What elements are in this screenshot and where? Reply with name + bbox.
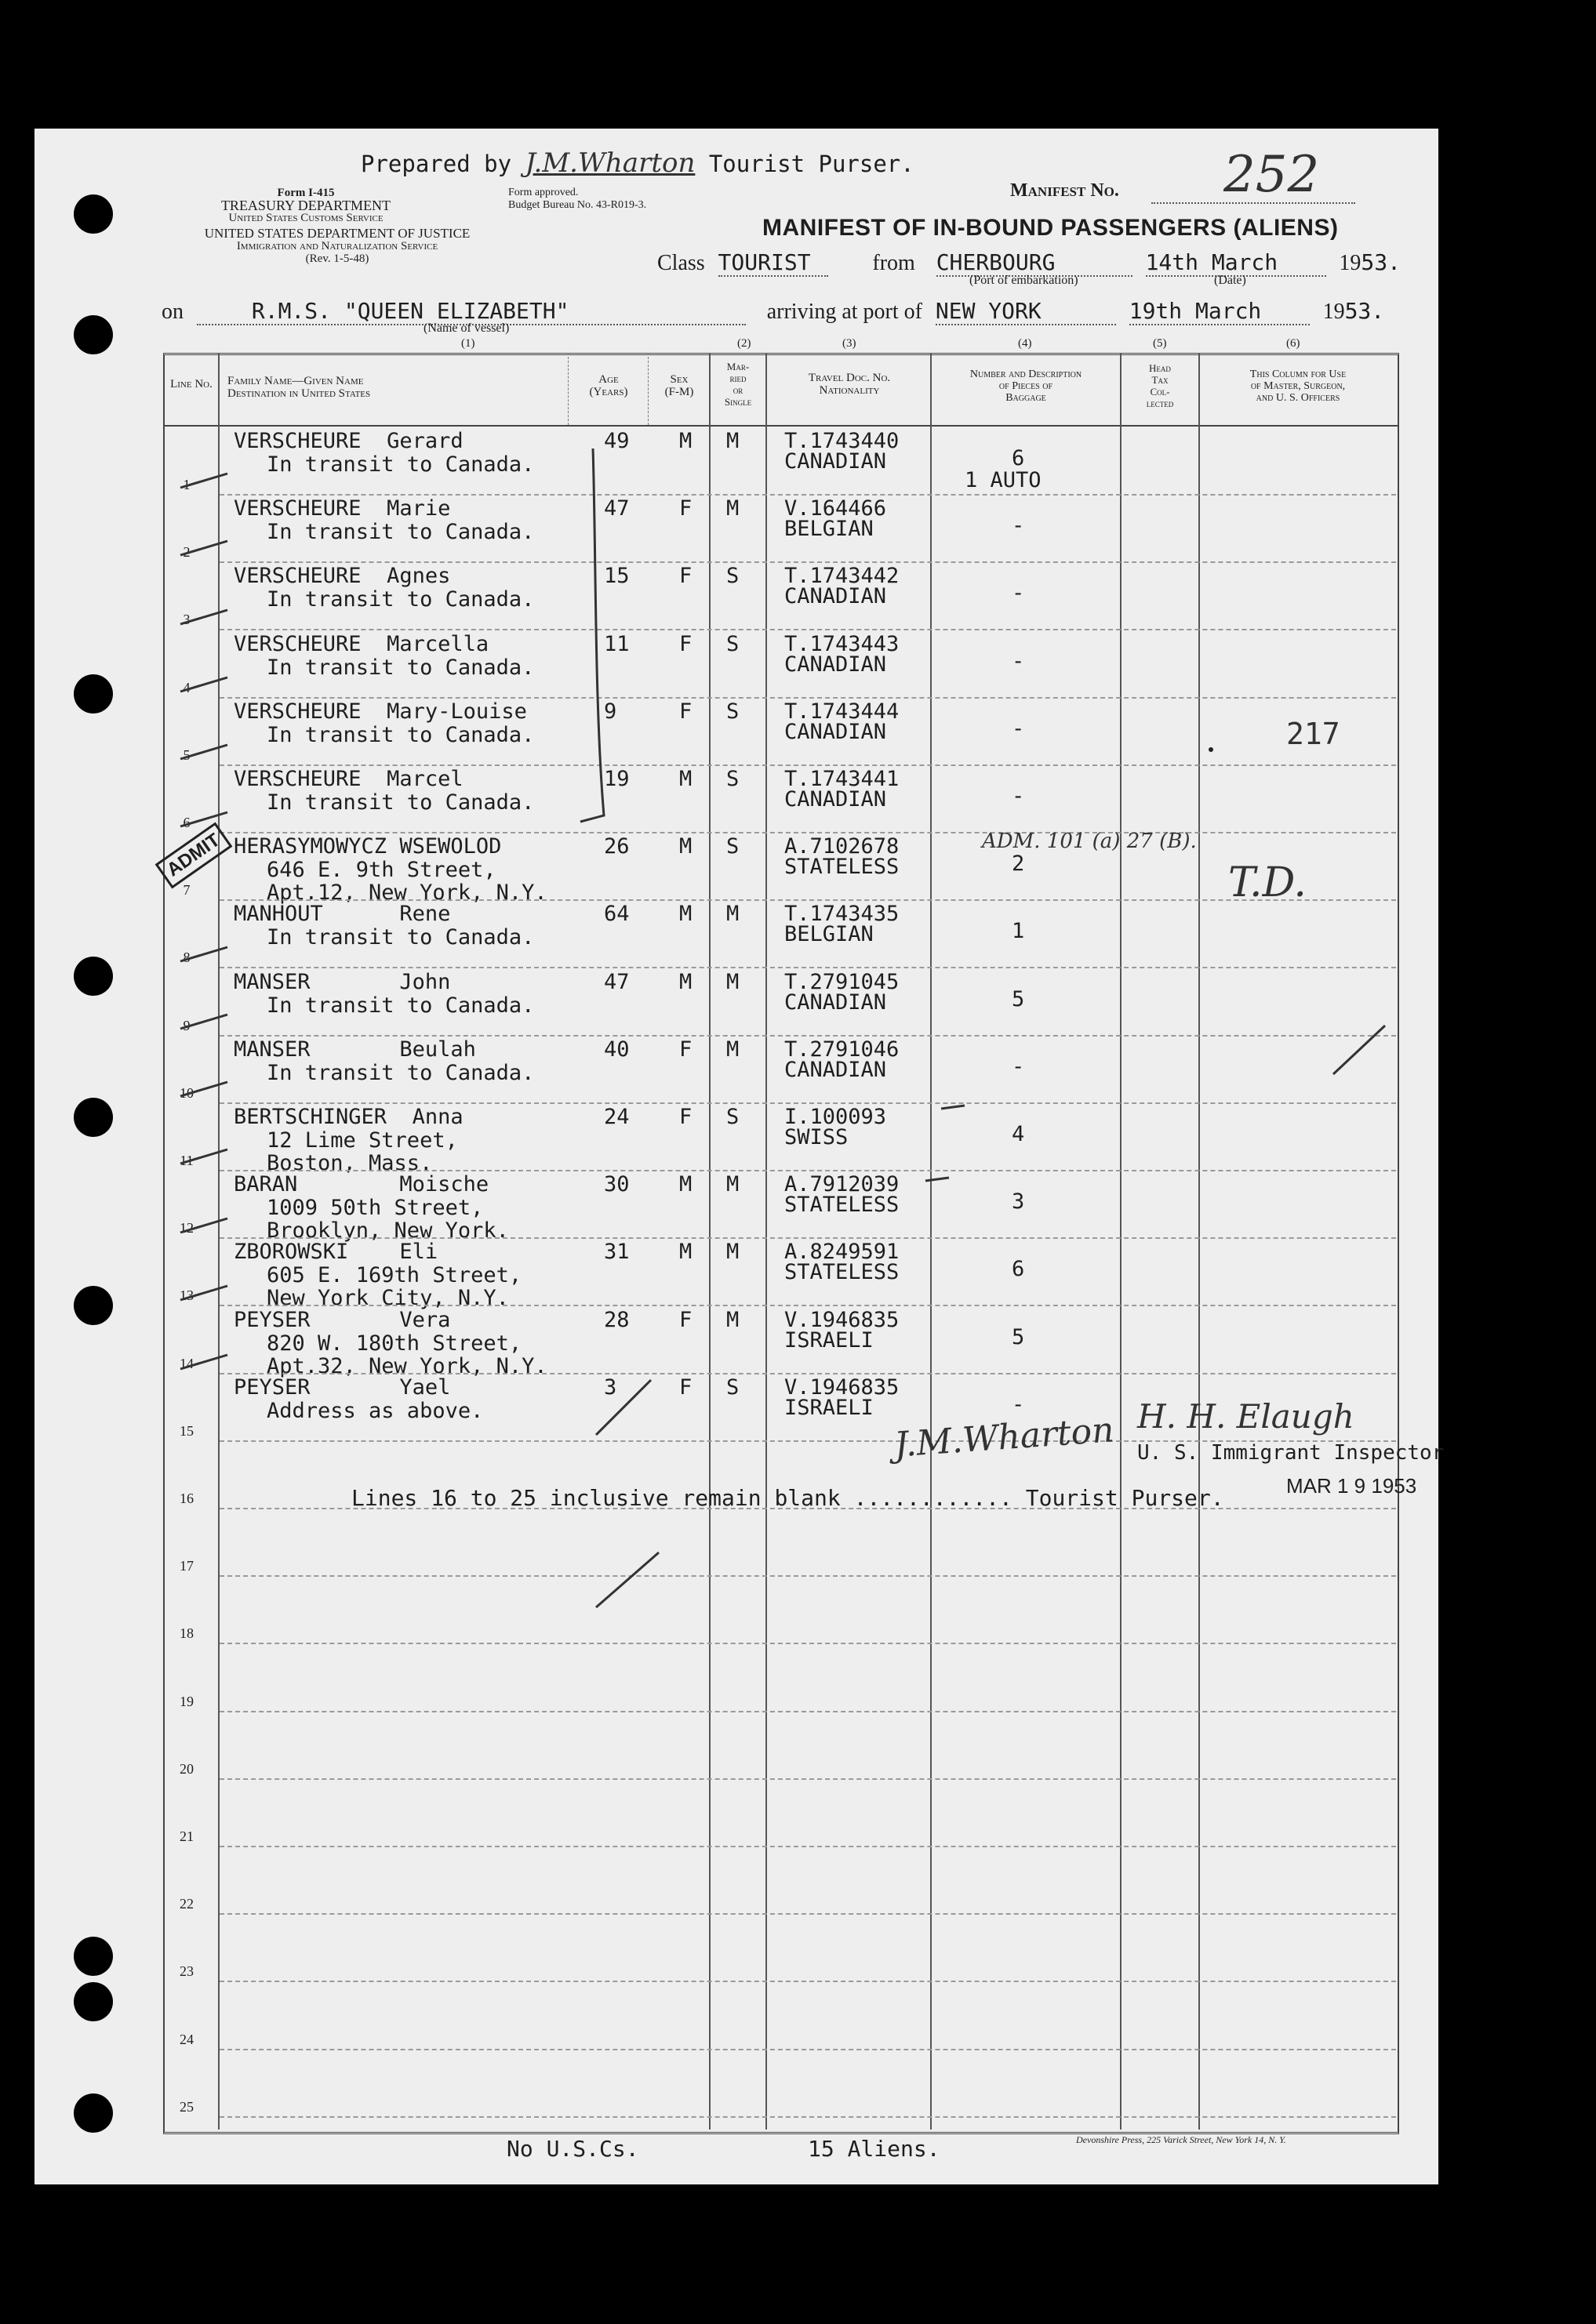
- passenger-age: 11: [604, 631, 630, 656]
- passenger-sex: F: [679, 631, 693, 656]
- passenger-name: VERSCHEURE Marcella: [234, 631, 489, 656]
- passenger-age: 49: [604, 429, 630, 453]
- year-prefix: 19: [1322, 300, 1345, 324]
- passenger-name: VERSCHEURE Marcel: [234, 767, 464, 791]
- revision: (Rev. 1-5-48): [305, 252, 369, 265]
- col-header-baggage: Number and Description of Pieces of Baggage: [969, 369, 1082, 404]
- admit-stamp: ADMIT: [155, 822, 233, 888]
- vessel-name: R.M.S. "QUEEN ELIZABETH": [197, 298, 746, 325]
- passenger-sex: F: [679, 1105, 693, 1129]
- marital-status: M: [726, 902, 740, 927]
- passenger-name: VERSCHEURE Gerard: [234, 429, 464, 453]
- col-num: (3): [842, 337, 856, 350]
- passenger-destination: In transit to Canada.: [267, 993, 535, 1018]
- passenger-destination: 605 E. 169th Street, New York City, N.Y.: [267, 1263, 522, 1311]
- travel-doc-number: T.1743444: [784, 699, 900, 724]
- passenger-sex: F: [679, 1374, 693, 1400]
- passenger-sex: M: [679, 834, 693, 859]
- passenger-destination: 1009 50th Street, Brooklyn, New York.: [267, 1196, 509, 1244]
- line-number: 13: [180, 1287, 194, 1304]
- travel-doc-number: V.1946835: [784, 1374, 900, 1400]
- passenger-name: VERSCHEURE Mary-Louise: [234, 699, 527, 724]
- passenger-name: MANHOUT Rene: [234, 902, 451, 927]
- passenger-destination: 646 E. 9th Street, Apt.12, New York, N.Y.: [267, 858, 547, 906]
- manifest-title: MANIFEST OF IN-BOUND PASSENGERS (ALIENS): [762, 215, 1339, 241]
- col-header-line-no: Line No.: [170, 378, 213, 390]
- line-number: 19: [180, 1693, 194, 1709]
- marital-status: S: [726, 631, 740, 656]
- line-number: 4: [183, 679, 191, 695]
- passenger-destination: In transit to Canada.: [267, 790, 535, 815]
- nationality: CANADIAN: [784, 787, 887, 812]
- line-number: 18: [180, 1625, 194, 1642]
- tick-mark: [596, 1552, 659, 1607]
- travel-doc-number: V.164466: [784, 496, 887, 521]
- col-num: (4): [1018, 337, 1032, 350]
- purser-signature: J.M.Wharton: [525, 147, 696, 179]
- inspector-date-stamp: MAR 1 9 1953: [1286, 1474, 1417, 1498]
- passenger-sex: M: [679, 429, 693, 453]
- line-number: 3: [183, 612, 191, 628]
- passenger-sex: M: [679, 1240, 693, 1265]
- passenger-age: 19: [604, 767, 630, 791]
- line-number: 22: [180, 1896, 194, 1912]
- line-number: 2: [183, 544, 191, 561]
- travel-doc-number: T.1743435: [784, 902, 900, 927]
- marital-status: M: [726, 1307, 740, 1332]
- passenger-age: 47: [604, 969, 630, 994]
- arrival-date: 19th March: [1129, 298, 1310, 325]
- passenger-sex: F: [679, 496, 693, 521]
- footer-aliens: 15 Aliens.: [808, 2136, 940, 2162]
- passenger-destination: In transit to Canada.: [267, 520, 535, 545]
- baggage-count: 6: [1012, 1257, 1025, 1282]
- marital-status: M: [726, 496, 740, 521]
- nationality: CANADIAN: [784, 449, 887, 474]
- travel-doc-number: I.100093: [784, 1105, 887, 1129]
- passenger-age: 26: [604, 834, 630, 859]
- departure-year: 53.: [1361, 249, 1401, 275]
- nationality: STATELESS: [784, 1260, 900, 1285]
- nationality: STATELESS: [784, 1193, 900, 1218]
- baggage-count: -: [1012, 784, 1025, 808]
- passenger-name: BARAN Moische: [234, 1172, 489, 1197]
- passenger-destination: In transit to Canada.: [267, 1060, 535, 1085]
- line-number: 23: [180, 1963, 194, 1980]
- passenger-sex: F: [679, 699, 693, 724]
- marital-status: S: [726, 699, 740, 724]
- line-number: 14: [180, 1355, 194, 1371]
- travel-doc-number: T.1743442: [784, 564, 900, 589]
- passenger-name: MANSER John: [234, 969, 451, 994]
- footer-usc: No U.S.Cs.: [507, 2136, 639, 2162]
- treasury-dept: TREASURY DEPARTMENT: [220, 198, 391, 213]
- baggage-count: -: [1012, 1392, 1025, 1417]
- travel-doc-number: T.1743441: [784, 767, 900, 791]
- ins-service: Immigration and Naturalization Service: [236, 240, 438, 252]
- passenger-destination: In transit to Canada.: [267, 722, 535, 747]
- passenger-destination: 820 W. 180th Street, Apt.32, New York, N.Y.: [267, 1331, 547, 1378]
- manifest-no-label: Manifest No.: [1010, 180, 1119, 201]
- passenger-age: 24: [604, 1105, 630, 1129]
- line-number: 10: [180, 1084, 194, 1101]
- baggage-count: 1: [1012, 919, 1025, 944]
- port-of-embarkation: CHERBOURG: [936, 249, 1132, 277]
- passenger-sex: F: [679, 564, 693, 589]
- line-number: 8: [183, 950, 191, 966]
- on-label: on: [162, 300, 184, 324]
- nationality: CANADIAN: [784, 719, 887, 744]
- col-header-travel-doc: Travel Doc. No. Nationality: [808, 372, 891, 397]
- line-number: 6: [183, 815, 191, 830]
- adm-note: ADM. 101 (a) 27 (B).: [982, 830, 1197, 853]
- passenger-destination: 12 Lime Street, Boston, Mass.: [267, 1128, 458, 1175]
- line-number: 7: [183, 882, 191, 899]
- baggage-count: 4: [1012, 1122, 1025, 1146]
- inspector-signature: H. H. Elaugh: [1137, 1397, 1354, 1436]
- passenger-sex: F: [679, 1307, 693, 1332]
- passenger-destination: Address as above.: [267, 1398, 484, 1423]
- passenger-sex: M: [679, 902, 693, 927]
- line-number: 15: [180, 1422, 194, 1439]
- line-number: 21: [180, 1828, 194, 1844]
- nationality: CANADIAN: [784, 1057, 887, 1082]
- baggage-count: 6: [1012, 446, 1025, 470]
- nationality: ISRAELI: [784, 1395, 874, 1420]
- baggage-count: -: [1012, 648, 1025, 674]
- line-number: 20: [180, 1760, 194, 1777]
- passenger-sex: M: [679, 1172, 693, 1197]
- baggage-count: -: [1012, 716, 1025, 741]
- col-num: (5): [1153, 337, 1167, 350]
- marital-status: M: [726, 1172, 740, 1197]
- passenger-age: 40: [604, 1037, 630, 1062]
- nationality: ISRAELI: [784, 1327, 874, 1353]
- passenger-name: MANSER Beulah: [234, 1037, 476, 1062]
- passenger-age: 47: [604, 496, 630, 521]
- marital-status: S: [726, 834, 740, 859]
- passenger-sex: M: [679, 767, 693, 791]
- passenger-age: 28: [604, 1307, 630, 1332]
- passenger-sex: M: [679, 969, 693, 994]
- nationality: CANADIAN: [784, 584, 887, 609]
- passenger-name: BERTSCHINGER Anna: [234, 1105, 464, 1129]
- line-number: 9: [183, 1017, 191, 1033]
- check-mark: [1333, 1026, 1385, 1074]
- line-number: 16: [180, 1491, 194, 1506]
- from-label: from: [872, 251, 915, 275]
- line-number: 1: [183, 477, 191, 492]
- arriving-label: arriving at port of: [766, 300, 922, 324]
- marital-status: M: [726, 969, 740, 994]
- passenger-name: ZBOROWSKI Eli: [234, 1240, 438, 1265]
- line-number: 11: [180, 1153, 194, 1168]
- class-label: Class: [657, 251, 705, 275]
- passenger-destination: In transit to Canada.: [267, 655, 535, 680]
- line-number: 5: [183, 746, 191, 763]
- printer-imprint: Devonshire Press, 225 Varick Street, New York 14, N. Y.: [1076, 2134, 1286, 2145]
- arrival-port: NEW YORK: [936, 298, 1116, 325]
- year-prefix: 19: [1339, 251, 1362, 275]
- col-num: (1): [461, 337, 475, 350]
- td-note: T.D.: [1228, 859, 1307, 906]
- line-number: 12: [180, 1220, 194, 1236]
- vessel-caption: (Name of vessel): [424, 321, 510, 335]
- bracket-mark: [580, 448, 604, 822]
- budget-bureau: Budget Bureau No. 43-R019-3.: [508, 199, 647, 211]
- travel-doc-number: A.7912039: [784, 1172, 900, 1197]
- passenger-name: VERSCHEURE Agnes: [234, 564, 451, 589]
- passenger-name: HERASYMOWYCZ WSEWOLOD: [234, 834, 502, 859]
- passenger-destination: In transit to Canada.: [267, 925, 535, 950]
- passenger-age: 3: [604, 1374, 617, 1400]
- marital-status: S: [726, 1105, 740, 1129]
- line-number: 24: [180, 2031, 194, 2047]
- marital-status: M: [726, 1240, 740, 1265]
- marital-status: S: [726, 1374, 740, 1400]
- passenger-age: 64: [604, 902, 630, 927]
- line-number: 17: [180, 1558, 194, 1574]
- travel-doc-number: V.1946835: [784, 1307, 900, 1332]
- departure-date: 14th March: [1146, 249, 1326, 277]
- passenger-age: 30: [604, 1172, 630, 1197]
- baggage-count: -: [1012, 1054, 1025, 1079]
- prepared-by-role: Tourist Purser.: [708, 151, 914, 177]
- travel-doc-number: T.2791046: [784, 1037, 900, 1062]
- col-header-age: Age (Years): [589, 373, 628, 398]
- baggage-count: -: [1012, 581, 1025, 606]
- prepared-by-label: Prepared by: [361, 151, 512, 177]
- nationality: BELGIAN: [784, 922, 874, 947]
- marital-status: S: [726, 767, 740, 791]
- nationality: SWISS: [784, 1125, 849, 1149]
- baggage-count: 2: [1012, 852, 1025, 877]
- manifest-number: 252: [1223, 146, 1320, 204]
- inspector-title: U. S. Immigrant Inspector: [1137, 1441, 1445, 1465]
- col-header-married: Mar- ried or Single: [724, 361, 752, 408]
- form-number: Form I-415: [277, 187, 335, 199]
- passenger-destination: In transit to Canada.: [267, 587, 535, 612]
- travel-doc-number: T.2791045: [784, 969, 900, 994]
- passenger-age: 9: [604, 699, 617, 724]
- col-num: (2): [737, 337, 751, 350]
- line-number: 25: [180, 2098, 194, 2115]
- travel-doc-number: A.8249591: [784, 1240, 900, 1265]
- justice-dept: UNITED STATES DEPARTMENT OF JUSTICE: [204, 226, 471, 241]
- travel-doc-number: T.1743440: [784, 429, 900, 453]
- nationality: BELGIAN: [784, 517, 874, 542]
- col-header-officers: This Column for Use of Master, Surgeon, and U. S. Officers: [1249, 369, 1347, 404]
- purser-signature-bottom: J.M.Wharton: [893, 1410, 1116, 1465]
- travel-doc-number: A.7102678: [784, 834, 900, 859]
- baggage-count: -: [1012, 514, 1025, 539]
- col-header-sex: Sex (F-M): [664, 373, 694, 398]
- col-header-head-tax: Head Tax Col- lected: [1146, 362, 1174, 409]
- marital-status: S: [726, 564, 740, 589]
- passenger-name: PEYSER Vera: [234, 1307, 451, 1332]
- passenger-sex: F: [679, 1037, 693, 1062]
- col-header-name: Family Name—Given Name Destination in United States: [227, 375, 371, 400]
- arrival-year: 53.: [1344, 298, 1385, 324]
- blank-lines-statement: Lines 16 to 25 inclusive remain blank ............ Tourist Purser.: [351, 1485, 1224, 1511]
- officer-note-217: 217: [1286, 717, 1340, 751]
- passenger-destination: In transit to Canada.: [267, 452, 535, 477]
- class-value: TOURIST: [718, 249, 828, 277]
- customs-service: United States Customs Service: [228, 212, 384, 224]
- baggage-count: 3: [1012, 1189, 1025, 1215]
- travel-doc-number: T.1743443: [784, 631, 900, 656]
- form-approved: Form approved.: [508, 187, 579, 198]
- col-num: (6): [1286, 337, 1300, 350]
- passenger-age: 31: [604, 1240, 630, 1265]
- marital-status: M: [726, 429, 740, 453]
- passenger-name: VERSCHEURE Marie: [234, 496, 451, 521]
- nationality: CANADIAN: [784, 990, 887, 1015]
- passenger-age: 15: [604, 564, 630, 589]
- baggage-count: 5: [1012, 986, 1025, 1011]
- nationality: STATELESS: [784, 855, 900, 880]
- date-caption: (Date): [1214, 274, 1246, 287]
- nationality: CANADIAN: [784, 652, 887, 677]
- baggage-extra: 1 AUTO: [965, 468, 1042, 492]
- port-caption: (Port of embarkation): [969, 274, 1078, 287]
- baggage-count: 5: [1012, 1324, 1025, 1349]
- marital-status: M: [726, 1037, 740, 1062]
- tick-mark: [596, 1380, 651, 1435]
- passenger-name: PEYSER Yael: [234, 1374, 451, 1400]
